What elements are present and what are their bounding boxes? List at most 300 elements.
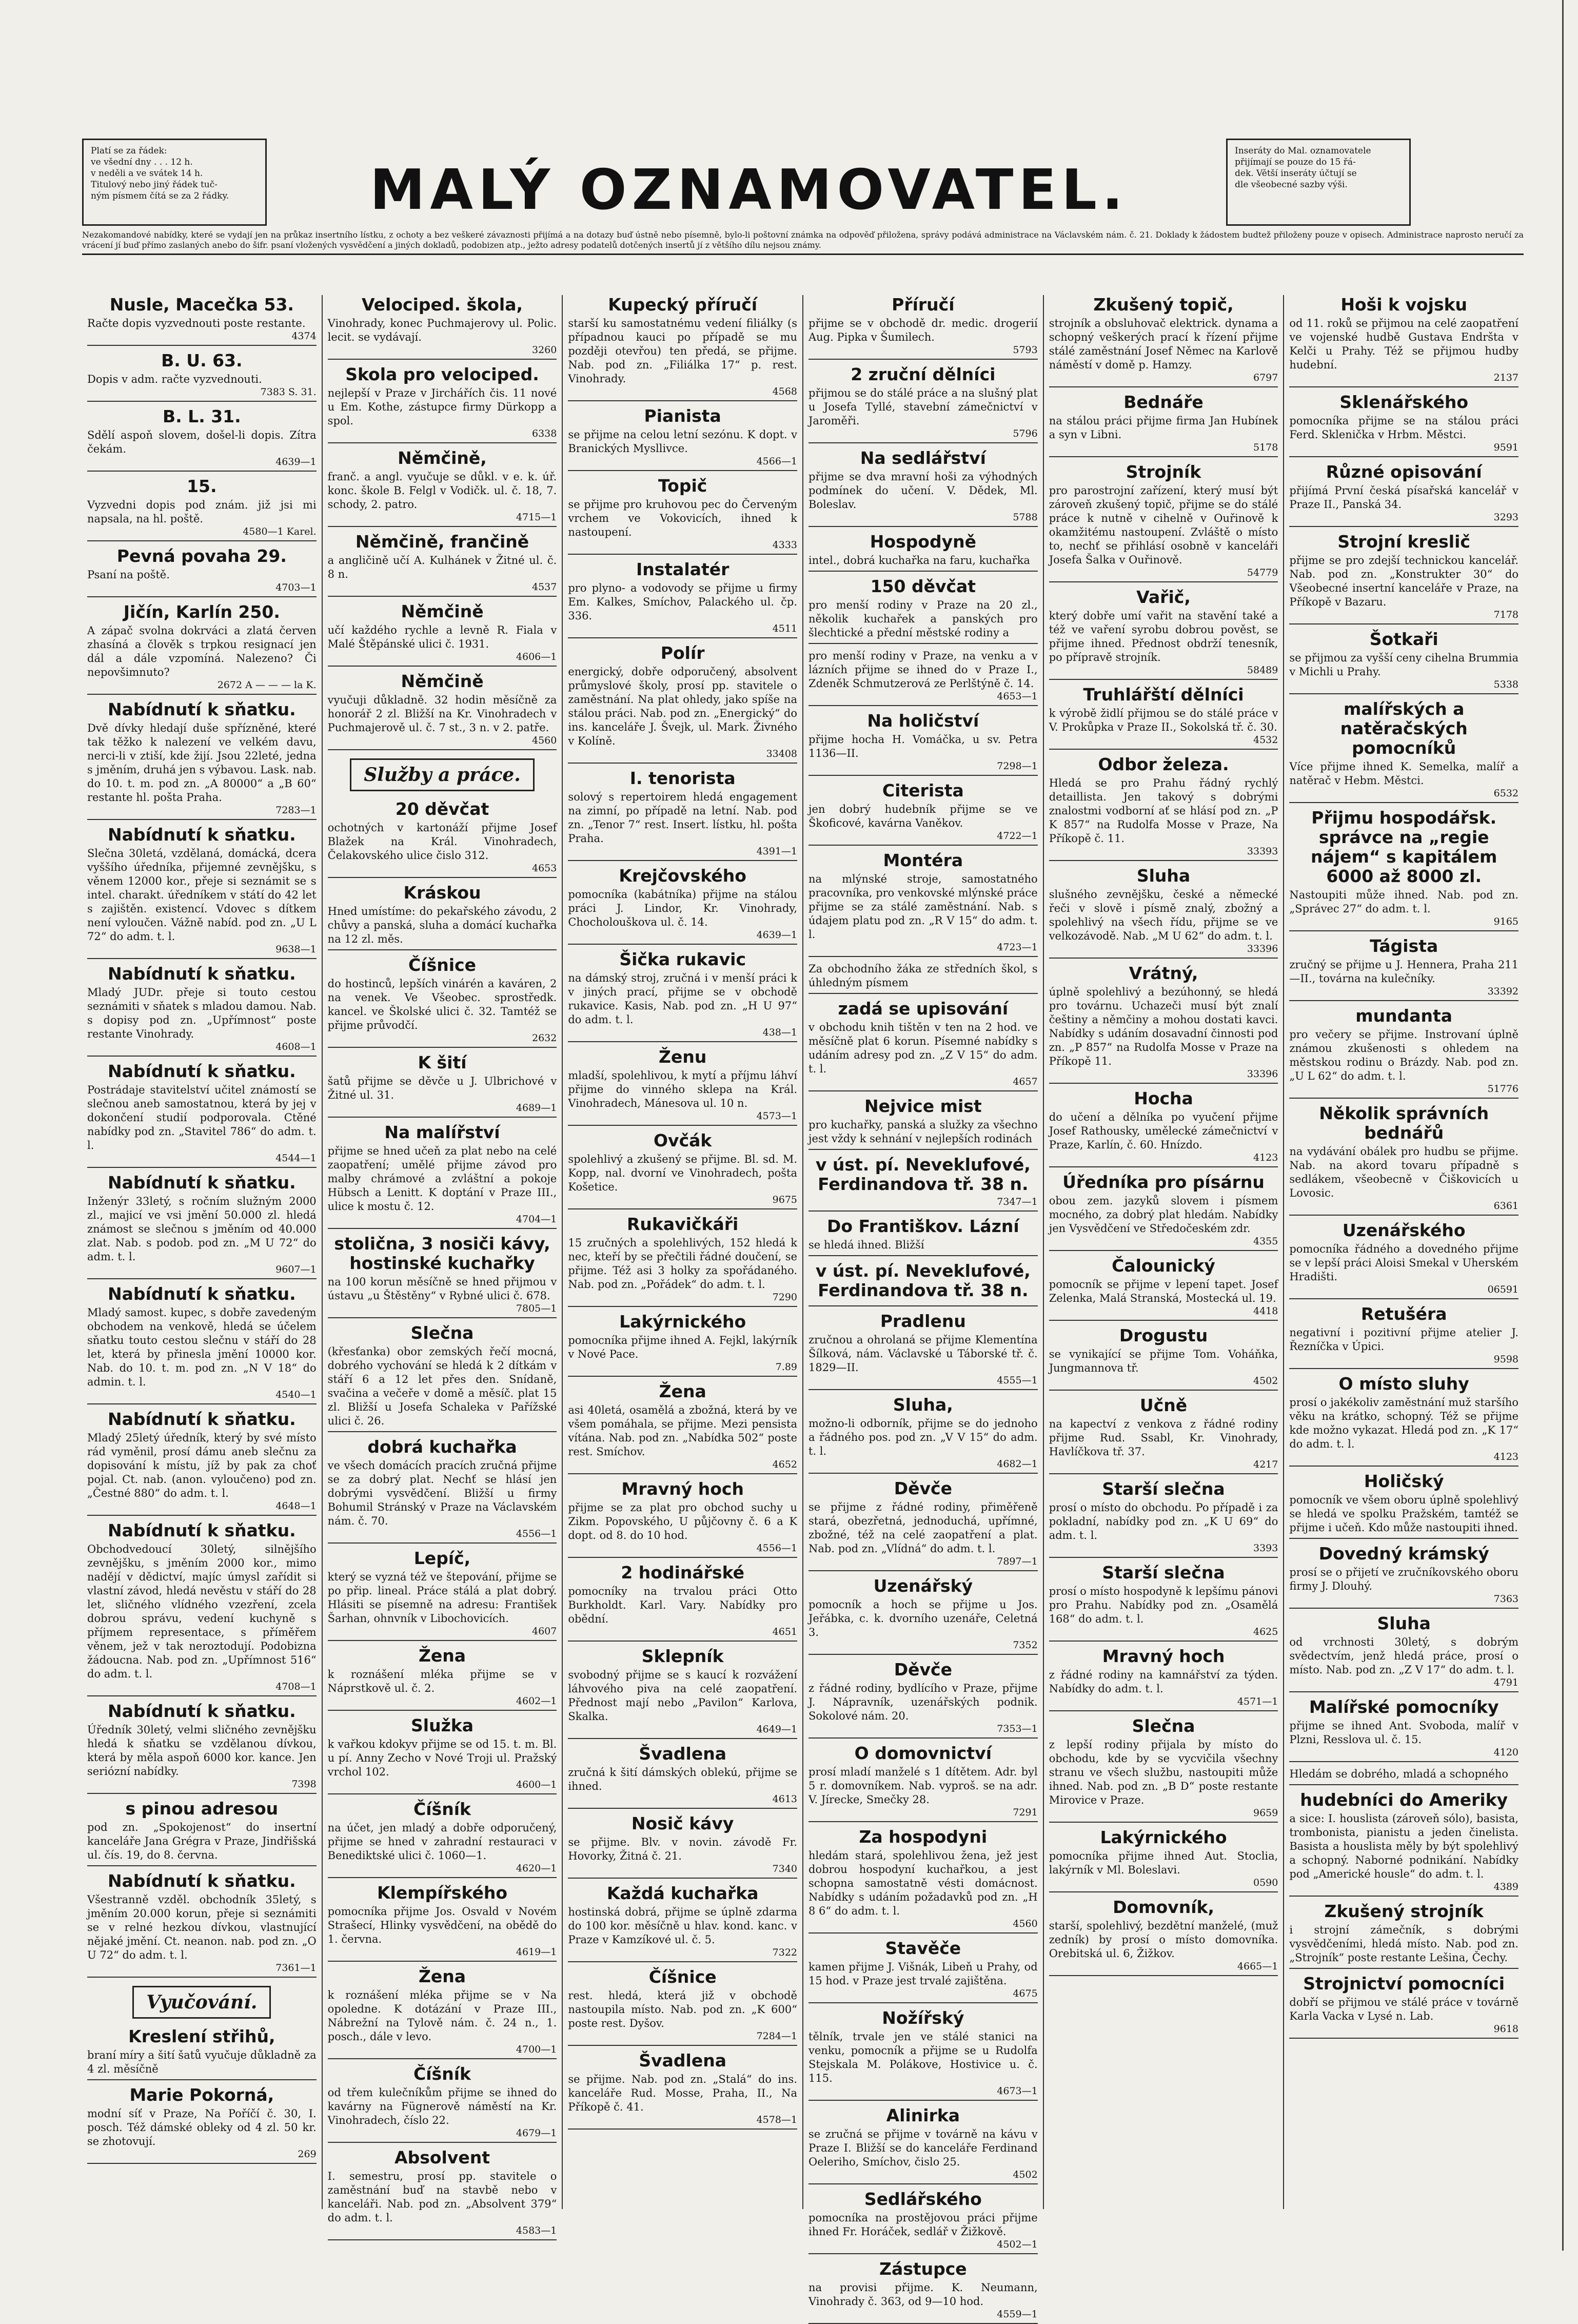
header-box-line: Inseráty do Mal. oznamovatele [1235, 146, 1371, 156]
classified-ad [1049, 1563, 1278, 1642]
classified-ad [328, 1234, 557, 1318]
ad-text: k roznášení mléka přijme se v Náprstkově ul. č. 2. [327, 1668, 557, 1694]
ad-heading: Stavěče [885, 1938, 961, 1958]
ad-heading: Uzenářského [1342, 1220, 1466, 1240]
ad-text: Dopis v adm. račte vyzvednouti. [87, 373, 262, 385]
ad-heading: Kráskou [403, 883, 481, 903]
ad-heading: Učně [1139, 1395, 1188, 1415]
ad-heading: Pevná povaha 29. [116, 546, 287, 566]
ad-code: 9591 [1493, 442, 1519, 453]
classified-ad [1049, 1256, 1278, 1321]
ad-code: 4389 [1493, 1881, 1519, 1892]
ad-text: hostinská dobrá, přijme se úplně zdarma do 100 kor. měsíčně u hlav. kond. kanc. v Praze v Kamzíkové ul. č. 5. [568, 1906, 798, 1946]
ad-heading: 2 hodinářské [621, 1563, 745, 1583]
ad-code: 51776 [1487, 1083, 1519, 1095]
ad-heading: Uzenářský [873, 1576, 973, 1596]
classified-ad [808, 2190, 1038, 2254]
ad-text: Vyzvedni dopis pod znám. již jsi mi napsala, na hl. poště. [87, 499, 317, 525]
ad-heading: Mravný hoch [1102, 1646, 1225, 1666]
ad-heading: Několik správních bednářů [1319, 1103, 1489, 1143]
ad-columns [82, 295, 1524, 2320]
ad-heading: Topič [658, 476, 707, 496]
classified-ad [328, 448, 557, 527]
ad-code: 4537 [531, 581, 557, 593]
ad-code: 4722—1 [997, 830, 1038, 842]
ad-heading: Montéra [883, 850, 963, 870]
ad-heading: Šička rukavic [619, 949, 746, 969]
classified-ad [328, 799, 557, 878]
classified-ad [87, 1284, 317, 1404]
ad-text: k výrobě židlí přijmou se do stálé práce v V. Prokůpka v Praze II., Sokolská tř. č. 30. [1049, 707, 1278, 733]
classified-ad [328, 1967, 557, 2059]
ad-heading: Úředníka pro písárnu [1062, 1172, 1265, 1192]
ad-text: přijme se ihned Ant. Svoboda, malíř v Plzni, Resslova ul. č. 15. [1289, 1720, 1519, 1746]
ad-heading: Nožířský [882, 2008, 964, 2028]
ad-code: 9607—1 [275, 1264, 317, 1275]
ad-heading: Hoši k vojsku [1340, 295, 1468, 315]
classified-ad [87, 700, 317, 820]
ad-code: 4600—1 [516, 1779, 557, 1790]
ad-heading: Strojní kreslič [1337, 532, 1470, 552]
ad-text: pomocníka řádného a dovedného přijme se v lepší práci Aloisi Smekal v Uherském Hradišti. [1289, 1243, 1519, 1283]
header-box-line: dle všeobecné sazby výši. [1235, 180, 1348, 190]
ad-text: se přijme. Nab. pod zn. „Stalá“ do ins. kanceláře Rud. Mosse, Praha, II., Na Příkopě č. 41. [568, 2073, 798, 2113]
classified-ad [1049, 1326, 1278, 1391]
ad-code: 4502—1 [997, 2239, 1038, 2250]
ad-code: 4653 [531, 863, 557, 874]
classified-ad [1289, 1221, 1518, 1299]
classified-ad [328, 1716, 557, 1794]
ad-heading: Číšník [413, 2064, 471, 2084]
ad-text: pro večery se přijme. Instrovaní úplně známou zkušenosti s ohledem na městskou rodinu o Brázdy. Nab. pod zn. „U L 62“ do adm. t. l. [1289, 1028, 1519, 1082]
classified-ad [1049, 462, 1278, 582]
ad-code: 4704—1 [516, 1214, 557, 1225]
classified-ad [87, 477, 317, 541]
ad-text: z řádné rodiny na kamnářství za týden. Nabídky do adm. t. l. [1049, 1669, 1278, 1695]
ad-code: 4679—1 [516, 2127, 557, 2139]
ad-code: 4700—1 [516, 2044, 557, 2055]
ad-heading: Vařič, [1136, 587, 1191, 607]
header-box-line: dek. Větší inseráty účtují se [1235, 168, 1357, 179]
ad-heading: Hocha [1134, 1088, 1193, 1108]
ad-heading: Lakýrnického [1100, 1827, 1227, 1847]
classified-ad [808, 1939, 1038, 2003]
ad-text: se přijme na celou letní sezónu. K dopt. v Branických Mysllivce. [568, 428, 798, 455]
ad-code: 4651 [772, 1626, 798, 1637]
administration-notice: Nezakomandové nabídky, které se vydají jen na průkaz insertního lístku, z ochoty a bez veškeré závaznosti přijímá a na dotazy buď ústně nebo písemně, bylo-li poštovní známka na odpověď přiložena, správy podává administrace na Václavském nám. č. 21. Doklady k žádostem budtež přiloženy pouze v opisech. Administrace naprosto neručí za vrácení jí buď přímo zaslaných anebo do šifr. psaní vložených vysvědčení a jiných dokladů, podobizen atp., ježto adresy podatelů dotčených insertů jí z většího dílu nejsou známy. [82, 230, 1524, 255]
classified-ad [808, 295, 1038, 360]
ad-code: 4682—1 [997, 1458, 1038, 1470]
ad-code: 4511 [772, 623, 798, 634]
ad-text: hledám stará, spolehlivou žena, jež jest dobrou hospodyní kuchařkou, a jest schopna samostatně vésti domácnost. Nabídky s udáním požadavků pod zn. „H 8 6“ do adm. t. l. [808, 1849, 1038, 1917]
ad-text: Mladý samost. kupec, s dobře zavedeným obchodem na venkově, hledá se účelem sňatku touto cestou slečnu v stáří do 28 let, která by přinesla jmění 10000 kor. Nab. do 10. t. m. pod zn. „N V 18“ do admin. t. l. [87, 1306, 317, 1388]
classified-ad [1289, 295, 1518, 387]
ad-code: 7363 [1493, 1593, 1519, 1605]
classified-ad [1049, 588, 1278, 680]
ad-code: 06591 [1487, 1284, 1519, 1295]
ad-heading: Zkušený strojník [1324, 1901, 1484, 1921]
ad-heading: Čalounický [1112, 1256, 1215, 1276]
insertion-rules-box [1226, 139, 1411, 226]
ad-text: na stálou práci přijme firma Jan Hubínek a syn v Libni. [1049, 415, 1278, 441]
ad-code: 4649—1 [756, 1724, 798, 1735]
ad-text: prosí o místo do obchodu. Po případě i za pokladní, nabídky pod zn. „K U 69“ do adm. t. l. [1049, 1501, 1278, 1541]
ad-heading: Strojník [1126, 462, 1201, 482]
ad-code: 5178 [1253, 442, 1278, 453]
ad-code: 7361—1 [275, 1962, 317, 1974]
ad-text: pro menší rodiny v Praze, na venku a v lázních přijme se ihned do v Praze I., Zdeněk Schmutzerová ze Perlštýně č. 14. [808, 650, 1038, 690]
ad-text: pomocník se přijme v lepení tapet. Josef Zelenka, Malá Stranská, Mostecká ul. 19. [1049, 1278, 1278, 1304]
ad-heading: O místo sluhy [1338, 1374, 1469, 1394]
ad-text: ve všech domácích pracích zručná přijme se za dobrý plat. Nechť se hlásí jen dobrými vysvědčení. Bližší u firmy Bohumil Stránský v Praze na Václavském nám. č. 70. [327, 1459, 557, 1527]
ad-heading: Starší slečna [1102, 1479, 1225, 1499]
ad-text: Mladý 25letý úředník, který by své místo rád vyměnil, prosí dámu aneb slečnu za dopisování k místu, jíž by pak za choť pojal. Ct. nab. (anon. vyloučeno) pod zn. „Čestné 880“ do adm. t. l. [87, 1432, 317, 1499]
ad-text: obou zem. jazyků slovem i písmem mocného, za dobrý plat hledám. Nabídky jen Vysvědčení ve Středočeském zdr. [1049, 1195, 1278, 1235]
ad-text: se hledá ihned. Bližší [808, 1239, 924, 1251]
ad-column [1044, 295, 1285, 2209]
ad-heading: Truhlářští dělníci [1083, 685, 1244, 705]
ad-code: 2632 [531, 1032, 557, 1044]
title-box [282, 154, 1216, 226]
ad-code: 4652 [772, 1459, 798, 1470]
classified-ad [1049, 1647, 1278, 1711]
classified-ad [1289, 1790, 1518, 1897]
ad-code: 3260 [531, 344, 557, 356]
classified-ad [87, 825, 317, 959]
ad-heading: Rukavičkáři [627, 1214, 739, 1234]
classified-ad [1049, 393, 1278, 457]
header-box-line: Platí se za řádek: [91, 146, 167, 156]
ad-code: 9675 [772, 1194, 798, 1205]
classified-ad [87, 351, 317, 402]
ad-heading: Hospodyně [870, 532, 976, 552]
ad-text: Sdělí aspoň slovem, došel-li dopis. Zítra čekám. [87, 429, 317, 455]
ad-code: 9165 [1493, 916, 1519, 927]
ad-heading: B. L. 31. [162, 406, 241, 426]
header-box-line: přijímají se pouze do 15 řá- [1235, 157, 1356, 167]
ad-heading: Němčině, frančině [355, 532, 529, 552]
ad-code: 4673—1 [997, 2085, 1038, 2097]
ad-code: 4573—1 [756, 1110, 798, 1122]
classified-ad [328, 883, 557, 950]
classified-ad [87, 407, 317, 472]
ad-code: 6797 [1253, 372, 1278, 383]
ad-code: 4639—1 [756, 929, 798, 941]
ad-code: 4355 [1253, 1236, 1278, 1247]
ad-text: pomocníka (kabátníka) přijme na stálou práci J. Lindor, Kr. Vinohrady, Chocholouškova ul. č. 14. [568, 888, 798, 928]
classified-ad [328, 1437, 557, 1544]
classified-ad [1049, 964, 1278, 1084]
classified-ad [808, 2106, 1038, 2184]
ad-text: přijme hocha H. Vomáčka, u sv. Petra 1136—II. [808, 733, 1038, 759]
ad-code: 33408 [766, 748, 798, 759]
classified-ad [87, 295, 317, 346]
ad-text: Mladý JUDr. přeje si touto cestou seznámiti v sňatek s mladou damou. Nab. s dopisy pod zn. „Upřímnost“ poste restante Vinohrady. [87, 986, 317, 1040]
classified-ad [568, 866, 797, 945]
header-box-line: v neděli a ve svátek 14 h. [91, 168, 203, 179]
ad-code: 4607 [531, 1626, 557, 1637]
ad-text: zručný se přijme u J. Hennera, Praha 211—II., továrna na kulečníky. [1289, 959, 1519, 985]
ad-code: 7298—1 [997, 760, 1038, 772]
ad-text: pomocníka přijme se na stálou práci Ferd. Sklenička v Hrbm. Městci. [1289, 415, 1519, 441]
ad-heading: zadá se upisování [838, 999, 1009, 1019]
ad-heading: Tágista [1370, 936, 1438, 956]
ad-heading: Nabídnutí k sňatku. [108, 964, 296, 984]
classified-ad [87, 1173, 317, 1279]
ad-heading: Nabídnutí k sňatku. [108, 1520, 296, 1540]
ad-code: 4708—1 [275, 1681, 317, 1692]
classified-ad [808, 1479, 1038, 1571]
ad-code: 4123 [1493, 1451, 1519, 1462]
classified-ad [1289, 1006, 1518, 1099]
classified-ad [1049, 685, 1278, 750]
ad-text: I. semestru, prosí pp. stavitele o zaměstnání buď na stavbě nebo v kanceláři. Nab. pod zn. „Absolvent 379“ do adm. t. l. [327, 2170, 557, 2224]
classified-ad [87, 1702, 317, 1794]
ad-text: pod zn. „Spokojenost“ do insertní kanceláře Jana Grégra v Praze, Jindřišská ul. čís. 19, do 8. června. [87, 1821, 317, 1861]
ad-heading: Nabídnutí k sňatku. [108, 825, 296, 845]
ad-text: a sice: I. houslista (zároveň sólo), basista, trombonista, pianistu a jeden činelista. Basista a houslista měly by být spolehlivý a schopný. Naborné podnikání. Nabídky pod „Americké housle“ do adm. t. l. [1289, 1812, 1519, 1880]
ad-heading: B. U. 63. [161, 350, 243, 370]
ad-code: 4333 [772, 539, 798, 551]
ad-text: negativní i pozitivní přijme atelier J. Řezníčka v Úpici. [1289, 1326, 1519, 1353]
ad-text: 15 zručných a spolehlivých, 152 hledá k nec, kteří by se přečtili řádné doučení, se přijme. Též asi 3 holky za spořádaného. Nab. pod zn. „Pořádek“ do adm. t. l. [568, 1237, 798, 1291]
classified-ad [808, 1097, 1038, 1150]
ad-text: svobodný přijme se s kaucí k rozvážení láhvového piva na celé zaopatření. Přednost mají nebo „Pavilon“ Karlova, Skalka. [568, 1669, 798, 1723]
classified-ad [1289, 1767, 1518, 1785]
classified-ad [808, 851, 1038, 957]
ad-code: 7347—1 [997, 1196, 1038, 1207]
ad-text: se přijmou za vyšší ceny cihelna Brummia v Michli u Prahy. [1289, 652, 1519, 678]
classified-ad [87, 1521, 317, 1696]
ad-code: 4391—1 [756, 846, 798, 857]
ad-column [323, 295, 563, 2236]
classified-ad [568, 1479, 797, 1558]
classified-ad [87, 2027, 317, 2080]
ad-heading: Nusle, Macečka 53. [109, 295, 294, 315]
ad-heading: Němčině [401, 671, 484, 691]
ad-code: 33393 [1247, 846, 1278, 857]
ad-text: se zručná se přijme v továrně na kávu v Praze I. Bližší se do kanceláře Ferdinand Oeleriho, Smíchov, čislo 25. [808, 2128, 1038, 2168]
ad-text: přijme se pro zdejší technickou kancelář. Nab. pod zn. „Konstrukter 30“ do Všeobecné insertní kanceláře v Praze, na Příkopě v Bazaru. [1289, 554, 1519, 608]
ad-text: Za obchodního žáka ze středních škol, s úhledným písmem [808, 963, 1038, 989]
ad-heading: 150 děvčat [870, 576, 976, 596]
ad-heading: Retušéra [1360, 1304, 1447, 1324]
ad-code: 9598 [1493, 1354, 1519, 1365]
ad-code: 4571—1 [1237, 1696, 1278, 1707]
ad-heading: Nabídnutí k sňatku. [108, 1701, 296, 1721]
ad-code: 4578—1 [756, 2114, 798, 2125]
ad-column [803, 295, 1044, 2320]
classified-ad [1049, 866, 1278, 959]
classified-ad [568, 295, 797, 401]
ad-text: franč. a angl. vyučuje se důkl. v e. k. úř. konc. škole B. Felgl v Vodičk. ul. č. 18, 7. schody, 2. patro. [327, 471, 557, 511]
classified-ad [1289, 1697, 1518, 1762]
header-box-line: ve všední dny . . . 12 h. [91, 157, 193, 167]
ad-heading: Pradlenu [880, 1311, 966, 1331]
ad-text: přijímá První česká písařská kancelář v Praze II., Panská 34. [1289, 484, 1519, 511]
ad-code: 5793 [1013, 344, 1038, 356]
ad-heading: Odbor železa. [1098, 754, 1229, 774]
classified-ad [1289, 1304, 1518, 1369]
classified-ad [1289, 699, 1518, 803]
ad-code: 33396 [1247, 1068, 1278, 1080]
ad-code: 4560 [531, 735, 557, 746]
classified-ad [1289, 1374, 1518, 1467]
ad-text: od třem kulečníkům přijme se ihned do kavárny na Fügnerově náměstí na Kr. Vinohradech, číslo 22. [327, 2086, 557, 2126]
price-box [82, 139, 267, 226]
ad-text: Postrádaje stavitelství učitel známostí se slečnou aneb samostatnou, která by jej v dokončení studií podporovala. Ctěné nabídky pod zn. „Stavitel 786“ do adm. t. l. [87, 1084, 317, 1151]
ad-heading: Slečna [1132, 1716, 1195, 1736]
ad-code: 9638—1 [275, 944, 317, 955]
ad-heading: Citerista [882, 780, 964, 800]
ad-heading: O domovnictví [854, 1743, 992, 1763]
classified-ad [808, 711, 1038, 776]
classified-ad [328, 955, 557, 1048]
classified-ad [1049, 1898, 1278, 1976]
ad-code: 7353—1 [997, 1723, 1038, 1734]
ad-heading: Příručí [892, 295, 955, 315]
classified-ad [328, 1123, 557, 1229]
ad-text: rest. hledá, která již v obchodě nastoupila místo. Nab. pod zn. „K 600“ poste rest. Dyšov. [568, 1989, 798, 2029]
ad-code: 7352 [1013, 1639, 1038, 1651]
ad-heading: Vrátný, [1129, 963, 1198, 983]
classified-ad [87, 1062, 317, 1168]
ad-heading: Kreslení střihů, [128, 2026, 275, 2046]
ad-text: i strojní zámečník, s dobrými vysvědčeními, hledá místo. Nab. pod zn. „Strojník“ poste restante Lešina, Čechy. [1289, 1924, 1519, 1964]
ad-code: 5788 [1013, 512, 1038, 523]
ad-text: šatů přijme se děvče u J. Ulbrichové v Žitné ul. 31. [327, 1075, 557, 1101]
ad-heading: Nabídnutí k sňatku. [108, 699, 296, 719]
ad-text: možno-li odborník, přijme se do jednoho a řádného pos. pod zn. „V V 15“ do adm. t. l. [808, 1417, 1038, 1457]
ad-text: A zápač svolna dokrváci a zlatá červen zhasíná a člověk s trpkou resignací jen dál a dále vzpomíná. Nalezeno? Či nepovšimnuto? [87, 624, 317, 678]
classified-ad [1289, 630, 1518, 694]
classified-ad [808, 1827, 1038, 1934]
classified-ad [808, 532, 1038, 572]
ad-heading: Sluha [1377, 1613, 1431, 1633]
ad-text: asi 40letá, osamělá a zbožná, která by ve všem pomáhala, se přijme. Mezi pensista vítána. Nab. pod zn. „Nabídka 502“ poste rest. Smíchov. [568, 1404, 798, 1458]
page-title: MALÝ OZNAMOVATEL. [369, 158, 1129, 222]
ad-code: 4613 [772, 1793, 798, 1805]
ad-heading: Do Františkov. Lázní [827, 1216, 1019, 1236]
ad-text: starší ku samostatnému vedení filiálky (s případnou kauci po případě se mu později otevřou) ten předá, se přijme. Nab. pod zn. „Filiálka 17“ p. rest. Vinohrady. [568, 317, 798, 385]
classified-ad [328, 1800, 557, 1878]
ad-text: přijme se za plat pro obchod suchy u Zikm. Popovského, U půjčovny č. 6 a K dopt. od 8. do 10 hod. [568, 1501, 798, 1541]
ad-text: pomocníka na prostějovou práci přijme ihned Fr. Horáček, sedlář v Žižkově. [808, 2212, 1038, 2238]
ad-text: pro menší rodiny v Praze na 20 zl., několik kuchařek a panských pro šlechtické a přední městské rodiny a [808, 599, 1038, 639]
classified-ad [328, 1883, 557, 1962]
ad-text: Vinohrady, konec Puchmajerovy ul. Polic. lecit. se vydávají. [327, 317, 557, 343]
classified-ad [568, 406, 797, 471]
classified-ad [568, 1563, 797, 1642]
classified-ad [87, 602, 317, 695]
ad-code: 3293 [1493, 512, 1519, 523]
ad-code: 4555—1 [997, 1375, 1038, 1386]
ad-text: pomocníka přijme Jos. Osvald v Novém Strašecí, Hlinky vysvědčení, na obědě do 1. června. [327, 1905, 557, 1945]
ad-code: 4418 [1253, 1305, 1278, 1317]
classified-ad [1289, 936, 1518, 1001]
ad-heading: mundanta [1355, 1006, 1453, 1026]
ad-text: do učení a dělníka po vyučení přijme Josef Rathousky, umělecké zámečnictví v Praze, Karlín, č. 60. Hnízdo. [1049, 1111, 1278, 1151]
ad-code: 7897—1 [997, 1556, 1038, 1567]
ad-heading: Krejčovského [619, 866, 746, 886]
ad-heading: Alinirka [886, 2105, 960, 2125]
section-heading-text: Služby a práce. [350, 758, 535, 791]
ad-heading: Dovedný krámský [1318, 1544, 1489, 1564]
ad-text: z řádné rodiny, bydlícího v Praze, přijme J. Nápravník, uzenářských podnik. Sokolové nám. 20. [808, 1682, 1038, 1722]
ad-heading: Šotkaři [1369, 629, 1438, 649]
classified-ad [1049, 1089, 1278, 1167]
ad-text: starší, spolehlivý, bezdětní manželé, (muž zedník) by prosí o místo domovníka. Orebitská ul. 6, Žižkov. [1049, 1920, 1278, 1960]
ad-code: 9618 [1493, 2023, 1519, 2035]
ad-heading: Němčině, [398, 448, 487, 468]
classified-ad [328, 2064, 557, 2143]
ad-code: 4544—1 [275, 1153, 317, 1164]
section-heading [87, 1986, 317, 2019]
ad-code: 4217 [1253, 1459, 1278, 1470]
ad-heading: Za hospodyni [859, 1827, 988, 1847]
ad-text: nejlepší v Praze v Jirchářích čis. 11 nové u Em. Kothe, zástupce firmy Dürkopp a spol. [327, 387, 557, 427]
ad-text: dobří se přijmou ve stálé práce v továrně Karla Vacka v Lysé n. Lab. [1289, 1996, 1519, 2022]
ad-text: modní síť v Praze, Na Poříčí č. 30, I. posch. Též dámské obleky od 4 zl. 50 kr. se zhotovují. [87, 2107, 317, 2147]
ad-code: 2137 [1493, 372, 1519, 383]
ad-heading: Nabídnutí k sňatku. [108, 1871, 296, 1891]
ad-code: 6361 [1493, 1200, 1519, 1212]
ad-text: na dámský stroj, zručná i v menší práci k v jiných prací, přijme se v obchodě rukavice. Kasis, Nab. pod zn. „H U 97“ do adm. t. l. [568, 972, 798, 1026]
classified-ad [328, 532, 557, 597]
ad-heading: Starší slečna [1102, 1563, 1225, 1583]
ad-heading: Švadlena [639, 2050, 726, 2071]
classified-ad [568, 1312, 797, 1377]
ad-text: pomocníka přijme ihned A. Fejkl, lakýrník v Nové Pace. [568, 1334, 798, 1360]
ad-heading: Číšnice [408, 955, 476, 975]
classified-ad [808, 1312, 1038, 1390]
ad-heading: Nabídnutí k sňatku. [108, 1409, 296, 1429]
classified-ad [808, 1261, 1038, 1306]
classified-ad [87, 1871, 317, 1978]
ad-code: 4608—1 [275, 1041, 317, 1052]
ad-text: se vynikající se přijme Tom. Voháňka, Jungmannova tř. [1049, 1348, 1278, 1374]
classified-ad [1049, 295, 1278, 387]
classified-ad [808, 1217, 1038, 1256]
ad-code: 4606—1 [516, 651, 557, 662]
classified-ad [87, 1799, 317, 1866]
ad-code: 4123 [1253, 1152, 1278, 1163]
ad-text: Inženýr 33letý, s ročním služným 2000 zl., majicí ve vsi jmění 50.000 zl. hledá známost se slečnou s jměním od 40.000 zlat. Nab. s podob. pod zn. „M U 72“ do adm. t. l. [87, 1195, 317, 1263]
ad-text: pomocníky na trvalou práci Otto Burkholdt. Karl. Vary. Nabídky pro obědní. [568, 1585, 798, 1625]
ad-heading: v úst. pí. Neveklufové, Ferdinandova tř. 38 n. [815, 1155, 1031, 1194]
ad-heading: s pinou adresou [125, 1799, 279, 1819]
ad-heading: stolična, 3 nosiči kávy, hostinské kuchařky [334, 1234, 550, 1273]
ad-text: přijme se hned učeň za plat nebo na celé zaopatření; umělé přijme závod pro malby chrámové a zvláštní a pokoje Hübsch a Lenitt. K doptání v Praze III., ulice k mostu č. 12. [327, 1145, 557, 1213]
ad-text: solový s repertoirem hledá engagement na zimní, po případě na letní. Nab. pod zn. „Tenor 7“ rest. Insert. lístku, hl. pošta Praha. [568, 791, 798, 845]
classified-ad [568, 1647, 797, 1739]
ad-code: 4675 [1013, 1988, 1038, 1999]
ad-heading: Ovčák [654, 1130, 712, 1150]
ad-heading: Mravný hoch [621, 1479, 744, 1499]
ad-heading: Absolvent [394, 2147, 490, 2167]
classified-ad [87, 546, 317, 597]
ad-text: prosí o místo hospodyně k lepšímu pánovi pro Prahu. Nabídky pod zn. „Osamělá 168“ do adm. t. l. [1049, 1585, 1278, 1625]
ad-code: 4723—1 [997, 942, 1038, 953]
ad-code: 4703—1 [275, 582, 317, 593]
classified-ad [1049, 1716, 1278, 1823]
ad-heading: Instalatér [636, 559, 729, 579]
ad-column [82, 295, 323, 2209]
ad-heading: Skola pro velociped. [345, 364, 539, 384]
ad-heading: Lepíč, [413, 1548, 471, 1568]
classified-ad [568, 1382, 797, 1474]
ad-code: 4625 [1253, 1626, 1278, 1637]
